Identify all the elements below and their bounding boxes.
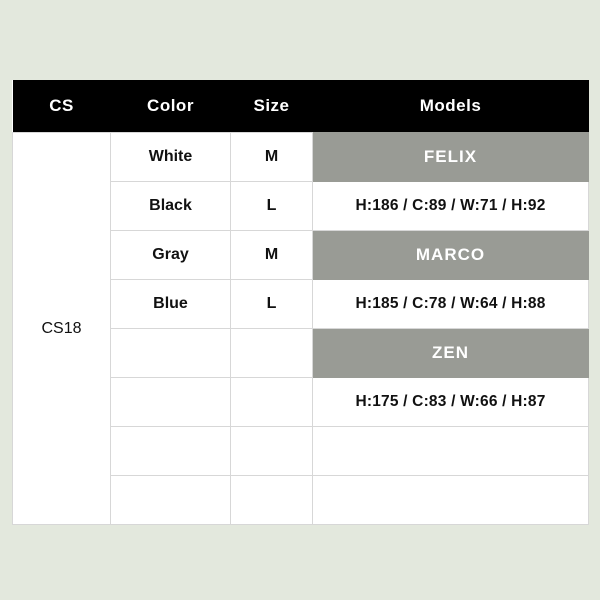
model-name-cell: MARCO (313, 231, 589, 280)
size-cell (231, 329, 313, 378)
cs-code-cell: CS18 (13, 133, 111, 525)
size-cell (231, 378, 313, 427)
model-dimensions-cell: H:186 / C:89 / W:71 / H:92 (313, 182, 589, 231)
spec-table (12, 80, 589, 525)
model-dimensions-cell: H:185 / C:78 / W:64 / H:88 (313, 280, 589, 329)
size-cell: L (231, 182, 313, 231)
color-cell (111, 476, 231, 525)
color-cell: Blue (111, 280, 231, 329)
size-cell: M (231, 231, 313, 280)
size-cell (231, 427, 313, 476)
size-cell (231, 476, 313, 525)
table-row (13, 133, 589, 182)
color-cell: White (111, 133, 231, 182)
table-header (13, 80, 589, 133)
spec-table-container (12, 80, 588, 525)
column-header-color: Color (111, 80, 231, 133)
column-header-size: Size (231, 80, 313, 133)
color-cell (111, 378, 231, 427)
column-header-cs: CS (13, 80, 111, 133)
model-name-cell: FELIX (313, 133, 589, 182)
color-cell: Black (111, 182, 231, 231)
column-header-models: Models (313, 80, 589, 133)
model-dimensions-cell: H:175 / C:83 / W:66 / H:87 (313, 378, 589, 427)
header-row (13, 80, 589, 133)
color-cell (111, 329, 231, 378)
color-cell (111, 427, 231, 476)
table-body (13, 133, 589, 525)
model-cell (313, 427, 589, 476)
color-cell: Gray (111, 231, 231, 280)
size-cell: L (231, 280, 313, 329)
size-cell: M (231, 133, 313, 182)
model-name-cell: ZEN (313, 329, 589, 378)
model-cell (313, 476, 589, 525)
